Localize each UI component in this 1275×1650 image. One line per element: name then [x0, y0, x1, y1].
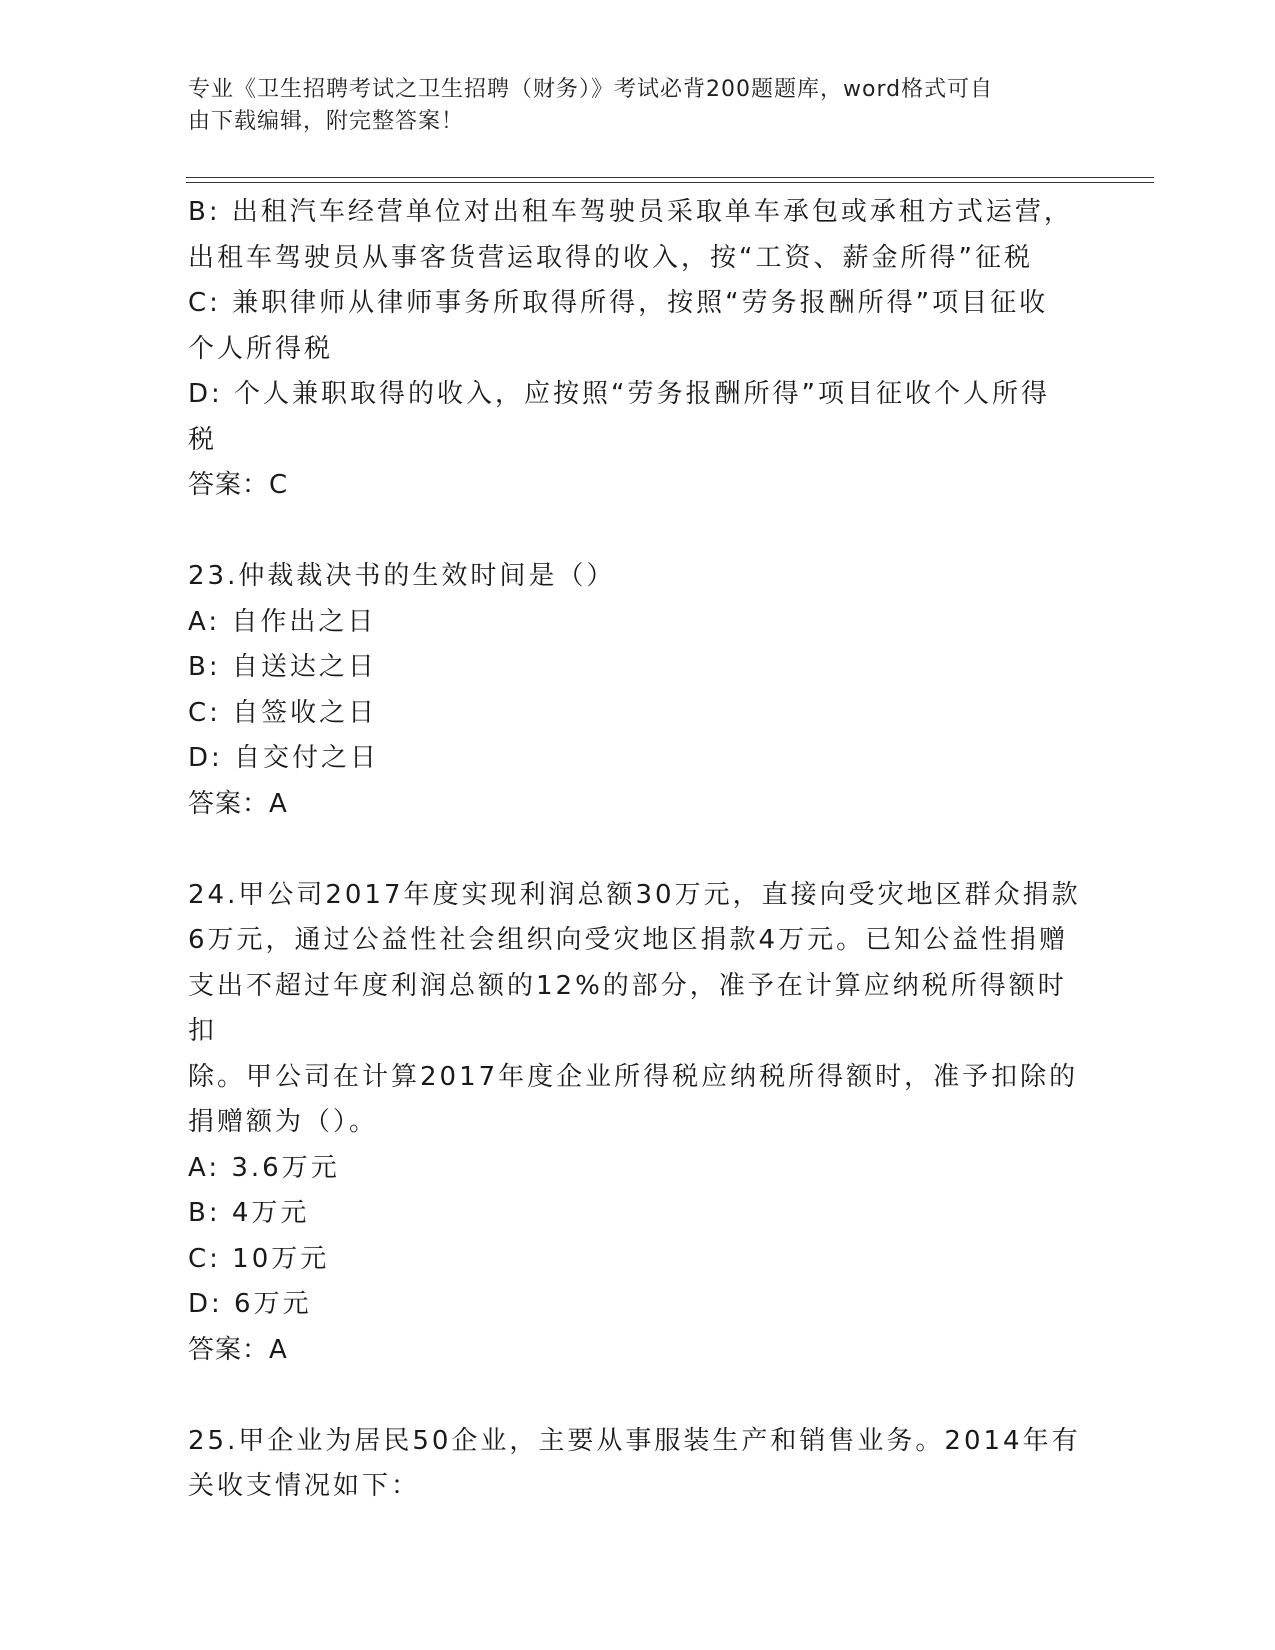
question-24-option-b: B: 4万元	[188, 1198, 310, 1228]
question-24-option-d: D: 6万元	[188, 1289, 312, 1319]
answer-23: 答案：A	[188, 788, 288, 819]
header-divider-bottom	[186, 182, 1154, 183]
option-d-line-1: D: 个人兼职取得的收入，应按照“劳务报酬所得”项目征收个人所得	[188, 379, 1050, 409]
question-25	[188, 1419, 1088, 1510]
question-24-stem-line-5: 捐赠额为（）。	[188, 1107, 379, 1137]
question-24-stem-line-4: 除。甲公司在计算2017年度企业所得税应纳税所得额时，准予扣除的	[188, 1061, 1079, 1092]
header-title-line-2: 由下载编辑，附完整答案！	[188, 109, 465, 134]
question-23-option-a: A: 自作出之日	[188, 606, 377, 637]
option-d-line-2: 税	[188, 424, 218, 455]
document-body	[188, 190, 1088, 1510]
option-c-line-2: 个人所得税	[188, 333, 334, 364]
spacer	[188, 827, 1088, 873]
answer-22: 答案：C	[188, 470, 289, 500]
spacer	[188, 509, 1088, 555]
question-23-stem: 23.仲裁裁决书的生效时间是（）	[188, 561, 616, 591]
question-24-stem-line-2: 6万元，通过公益性社会组织向受灾地区捐款4万元。已知公益性捐赠	[188, 925, 1069, 955]
answer-24: 答案：A	[188, 1334, 288, 1365]
question-23-option-c: C: 自签收之日	[188, 697, 378, 728]
option-c-line-1: C: 兼职律师从律师事务所取得所得，按照“劳务报酬所得”项目征收	[188, 288, 1049, 318]
question-23-option-d: D: 自交付之日	[188, 743, 380, 773]
question-24-stem-line-1: 24.甲公司2017年度实现利润总额30万元，直接向受灾地区群众捐款	[188, 879, 1081, 910]
header-divider-top	[186, 177, 1154, 178]
header-title-line-1: 专业《卫生招聘考试之卫生招聘（财务）》考试必背200题题库，word格式可自	[188, 77, 994, 102]
question-24	[188, 873, 1088, 1374]
question-24-stem-line-3: 支出不超过年度利润总额的12%的部分，准予在计算应纳税所得额时扣	[188, 970, 1067, 1046]
option-b-line-2: 出租车驾驶员从事客货营运取得的收入，按“工资、薪金所得”征税	[188, 242, 1033, 273]
option-b-line-1: B: 出租汽车经营单位对出租车驾驶员采取单车承包或承租方式运营，	[188, 197, 1073, 227]
question-25-stem-line-1: 25.甲企业为居民50企业，主要从事服装生产和销售业务。2014年有	[188, 1425, 1081, 1456]
question-22-continued	[188, 190, 1088, 509]
question-25-stem-line-2: 关收支情况如下：	[188, 1471, 421, 1501]
question-24-option-c: C: 10万元	[188, 1243, 330, 1274]
question-23-option-b: B: 自送达之日	[188, 652, 377, 682]
question-24-option-a: A: 3.6万元	[188, 1152, 340, 1183]
document-header	[188, 74, 1068, 138]
spacer	[188, 1373, 1088, 1419]
question-23	[188, 554, 1088, 827]
